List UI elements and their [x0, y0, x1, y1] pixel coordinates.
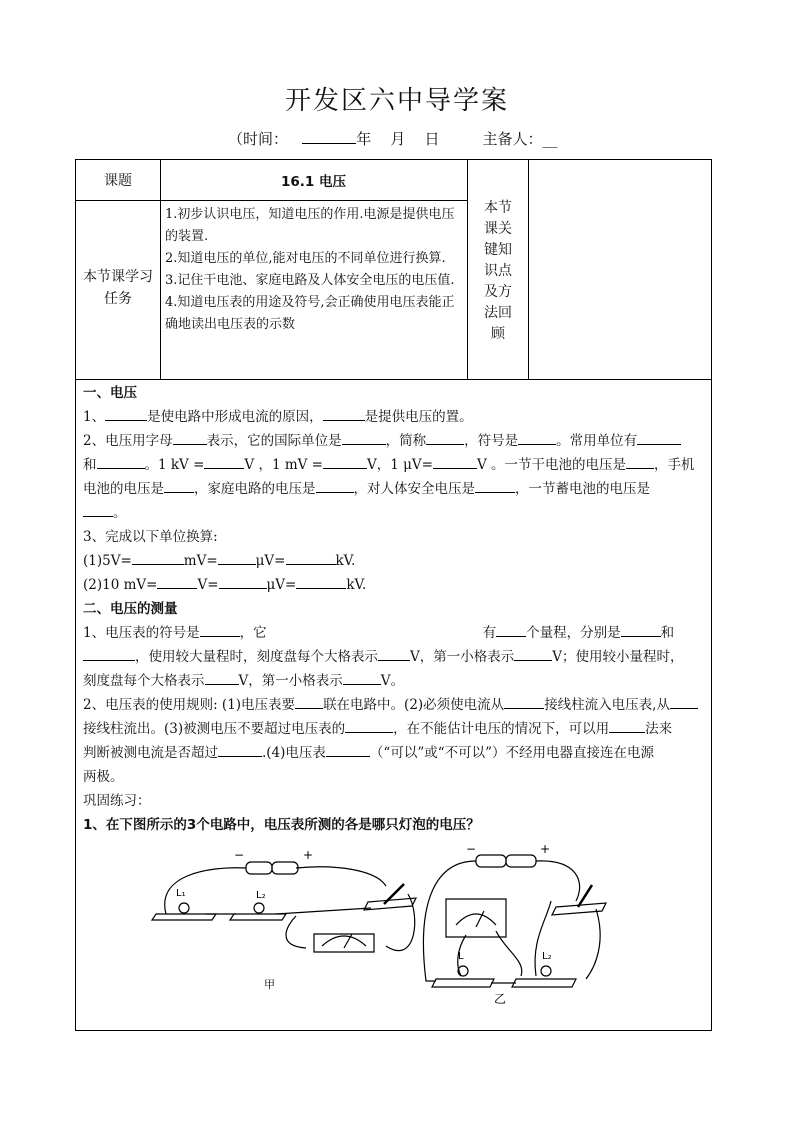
practice-label: 巩固练习： — [83, 793, 151, 809]
task-item: 4.知道电压表的用途及符号,会正确使用电压表能正确地读出电压表的示数 — [165, 295, 455, 332]
fill-in-blank — [323, 406, 365, 421]
text-segment: 接线柱流入电压表,从 — [544, 697, 670, 713]
text-segment: 2、电压表的使用规则: (1)电压表要 — [83, 697, 296, 713]
fill-in-blank — [326, 742, 370, 757]
text-segment: V= — [197, 577, 219, 593]
q3-line1 — [83, 549, 704, 573]
text-segment: V，第一小格表示 — [238, 673, 343, 689]
wire — [586, 909, 600, 979]
fill-in-blank — [514, 646, 552, 661]
fill-in-blank — [83, 646, 135, 661]
text-segment: 法来 — [645, 721, 673, 737]
section2-heading: 二、电压的测量 — [83, 601, 178, 617]
fill-in-blank — [496, 622, 526, 637]
text-segment: kV. — [346, 577, 367, 593]
time-label: （时间： — [228, 130, 289, 148]
battery-cell — [506, 855, 536, 867]
fill-in-blank — [286, 550, 336, 565]
task-item: 3.记住干电池、家庭电路及人体安全电压的电压值. — [165, 273, 455, 288]
base-l1 — [152, 914, 216, 920]
voltmeter-body — [314, 934, 374, 952]
text-segment: V。 — [380, 673, 404, 689]
fill-in-blank — [433, 454, 477, 469]
fill-in-blank — [345, 718, 393, 733]
fill-in-blank — [295, 694, 323, 709]
tasks-list — [165, 204, 463, 336]
review-label: 本节课关键知识点及方法回顾 — [484, 200, 512, 342]
text-segment: 是提供电压的置。 — [364, 409, 473, 425]
text-segment: 。 — [113, 505, 127, 521]
s2-p1 — [83, 621, 704, 693]
label-l2: L₂ — [256, 890, 266, 901]
base-l2 — [230, 914, 286, 920]
fill-in-blank — [342, 430, 386, 445]
text-segment: .(4)电压表 — [262, 745, 326, 761]
page-title: 开发区六中导学案 — [284, 86, 509, 116]
label-l1: L₁ — [176, 888, 186, 899]
text-segment: 。常用单位有 — [556, 433, 638, 449]
wire — [536, 861, 580, 901]
s2-p2 — [83, 693, 704, 789]
fill-in-blank — [105, 406, 147, 421]
text-segment: ，在不能估计电压的情况下，可以用 — [393, 721, 610, 737]
label-l1: L — [458, 951, 464, 962]
text-segment: ，符号是 — [464, 433, 519, 449]
fill-in-blank — [475, 478, 515, 493]
topic-value: 16.1 电压 — [280, 174, 346, 190]
wire — [296, 867, 386, 886]
fill-in-blank — [323, 454, 367, 469]
text-segment: 是使电路中形成电流的原因， — [147, 409, 323, 425]
plus-terminal: + — [303, 848, 314, 862]
section-voltage — [83, 381, 704, 837]
task-item: 1.初步认识电压，知道电压的作用.电源是提供电压的装置. — [165, 207, 455, 244]
fill-in-blank — [316, 478, 354, 493]
text-segment: μV= — [255, 553, 286, 569]
bulb-l1 — [179, 903, 189, 913]
task-item: 2.知道电压的单位,能对电压的不同单位进行换算. — [165, 251, 446, 266]
lesson-table — [75, 159, 712, 1031]
fill-in-blank — [609, 718, 645, 733]
fill-in-blank — [132, 550, 184, 565]
text-segment: 个量程，分别是 — [526, 625, 621, 641]
minus-terminal: − — [466, 842, 477, 856]
wire — [535, 901, 551, 976]
fill-in-blank — [343, 670, 381, 685]
circuit-figure-yi — [406, 841, 636, 1011]
text-segment: 刻度盘每个大格表示 — [83, 673, 205, 689]
fill-in-blank — [83, 502, 113, 517]
fill-in-blank — [219, 574, 267, 589]
fill-in-blank — [626, 454, 654, 469]
fill-in-blank — [504, 694, 544, 709]
text-segment: ，简称 — [385, 433, 427, 449]
text-segment: 和 — [660, 625, 675, 641]
text-segment: kV. — [335, 553, 356, 569]
battery-cell — [476, 855, 506, 867]
month-label: 月 — [390, 130, 406, 148]
text-segment: 判断被测电流是否超过 — [83, 745, 218, 761]
fill-in-blank — [97, 454, 145, 469]
text-segment: 1、 — [83, 409, 106, 425]
label-l2: L₂ — [542, 951, 552, 962]
bulb-l2 — [254, 903, 264, 913]
q3-line2 — [83, 573, 704, 597]
fill-in-blank — [518, 430, 556, 445]
base-l1 — [432, 979, 494, 987]
fill-in-blank — [637, 430, 681, 445]
minus-terminal: − — [234, 848, 245, 862]
text-segment: 。1 kV = — [144, 457, 205, 473]
text-segment: 表示，它的国际单位是 — [206, 433, 342, 449]
fill-in-blank — [204, 454, 244, 469]
q1 — [83, 405, 704, 429]
text-segment: ，家庭电路的电压是 — [194, 481, 316, 497]
text-segment: 2、电压用字母 — [83, 433, 173, 449]
text-segment: V，1 μV= — [367, 457, 433, 473]
text-segment: 和 — [83, 457, 97, 473]
tasks-label: 本节课学习任务 — [83, 269, 153, 307]
wire — [496, 931, 522, 976]
base-l2 — [512, 979, 576, 987]
text-segment: （“可以”或“不可以”）不经用电器直接连在电源 — [369, 745, 655, 761]
text-segment: 1、电压表的符号是 — [83, 625, 200, 641]
battery-cell — [272, 862, 298, 874]
wire — [423, 861, 476, 981]
wire — [276, 908, 371, 914]
text-segment: 两极。 — [83, 769, 124, 785]
text-segment: μV= — [266, 577, 297, 593]
fill-in-blank — [164, 478, 194, 493]
fill-in-blank — [218, 742, 262, 757]
battery-cell — [246, 862, 272, 874]
time-blank — [302, 129, 356, 144]
fill-in-blank — [378, 646, 410, 661]
text-segment: (2)10 mV= — [83, 577, 158, 593]
plus-terminal: + — [540, 842, 551, 856]
header-info — [228, 128, 557, 149]
text-segment: (1)5V= — [83, 553, 132, 569]
q2 — [83, 429, 704, 525]
fill-in-blank — [296, 574, 346, 589]
wire — [286, 916, 306, 948]
text-segment: V；使用较小量程时， — [552, 649, 684, 665]
text-segment: ，一节蓄电池的电压是 — [515, 481, 650, 497]
voltmeter-dial — [456, 914, 496, 925]
figure-caption-yi: 乙 — [494, 992, 507, 1006]
text-segment: ，使用较大量程时，刻度盘每个大格表示 — [135, 649, 378, 665]
text-segment: V ，1 mV = — [244, 457, 323, 473]
voltmeter-dial — [322, 936, 366, 946]
voltmeter-body — [446, 899, 506, 937]
text-segment: V 。一节干电池的电压是 — [476, 457, 627, 473]
fill-in-blank — [157, 574, 197, 589]
text-segment: 有 — [482, 625, 497, 641]
practice-question: 1、在下图所示的3个电路中，电压表所测的各是哪只灯泡的电压？ — [83, 817, 480, 833]
text-segment: mV= — [183, 553, 218, 569]
text-segment: V，第一小格表示 — [410, 649, 515, 665]
text-segment: ，它 — [239, 625, 267, 641]
circuit-figure-jia — [146, 846, 436, 996]
text-segment: ，对人体安全电压是 — [353, 481, 475, 497]
fill-in-blank — [218, 550, 256, 565]
section1-heading: 一、电压 — [83, 385, 137, 401]
preparer-label: 主备人：__ — [482, 130, 558, 148]
text-segment: 接线柱流出。(3)被测电压不要超过电压表的 — [83, 721, 346, 737]
fill-in-blank — [200, 622, 240, 637]
fill-in-blank — [670, 694, 698, 709]
topic-label: 课题 — [104, 173, 132, 189]
day-label: 日 — [424, 130, 440, 148]
q3-title: 3、完成以下单位换算: — [83, 529, 218, 545]
figure-caption-jia: 甲 — [264, 978, 275, 991]
bulb-l2 — [541, 966, 551, 976]
switch-arm — [384, 884, 404, 904]
fill-in-blank — [426, 430, 464, 445]
text-segment: ，手机电池的电压是 — [83, 457, 695, 497]
fill-in-blank — [621, 622, 661, 637]
text-segment: 联在电路中。(2)必须使电流从 — [323, 697, 505, 713]
fill-in-blank — [173, 430, 207, 445]
voltmeter-needle — [476, 911, 484, 927]
fill-in-blank — [205, 670, 239, 685]
year-label: 年 — [356, 130, 372, 148]
